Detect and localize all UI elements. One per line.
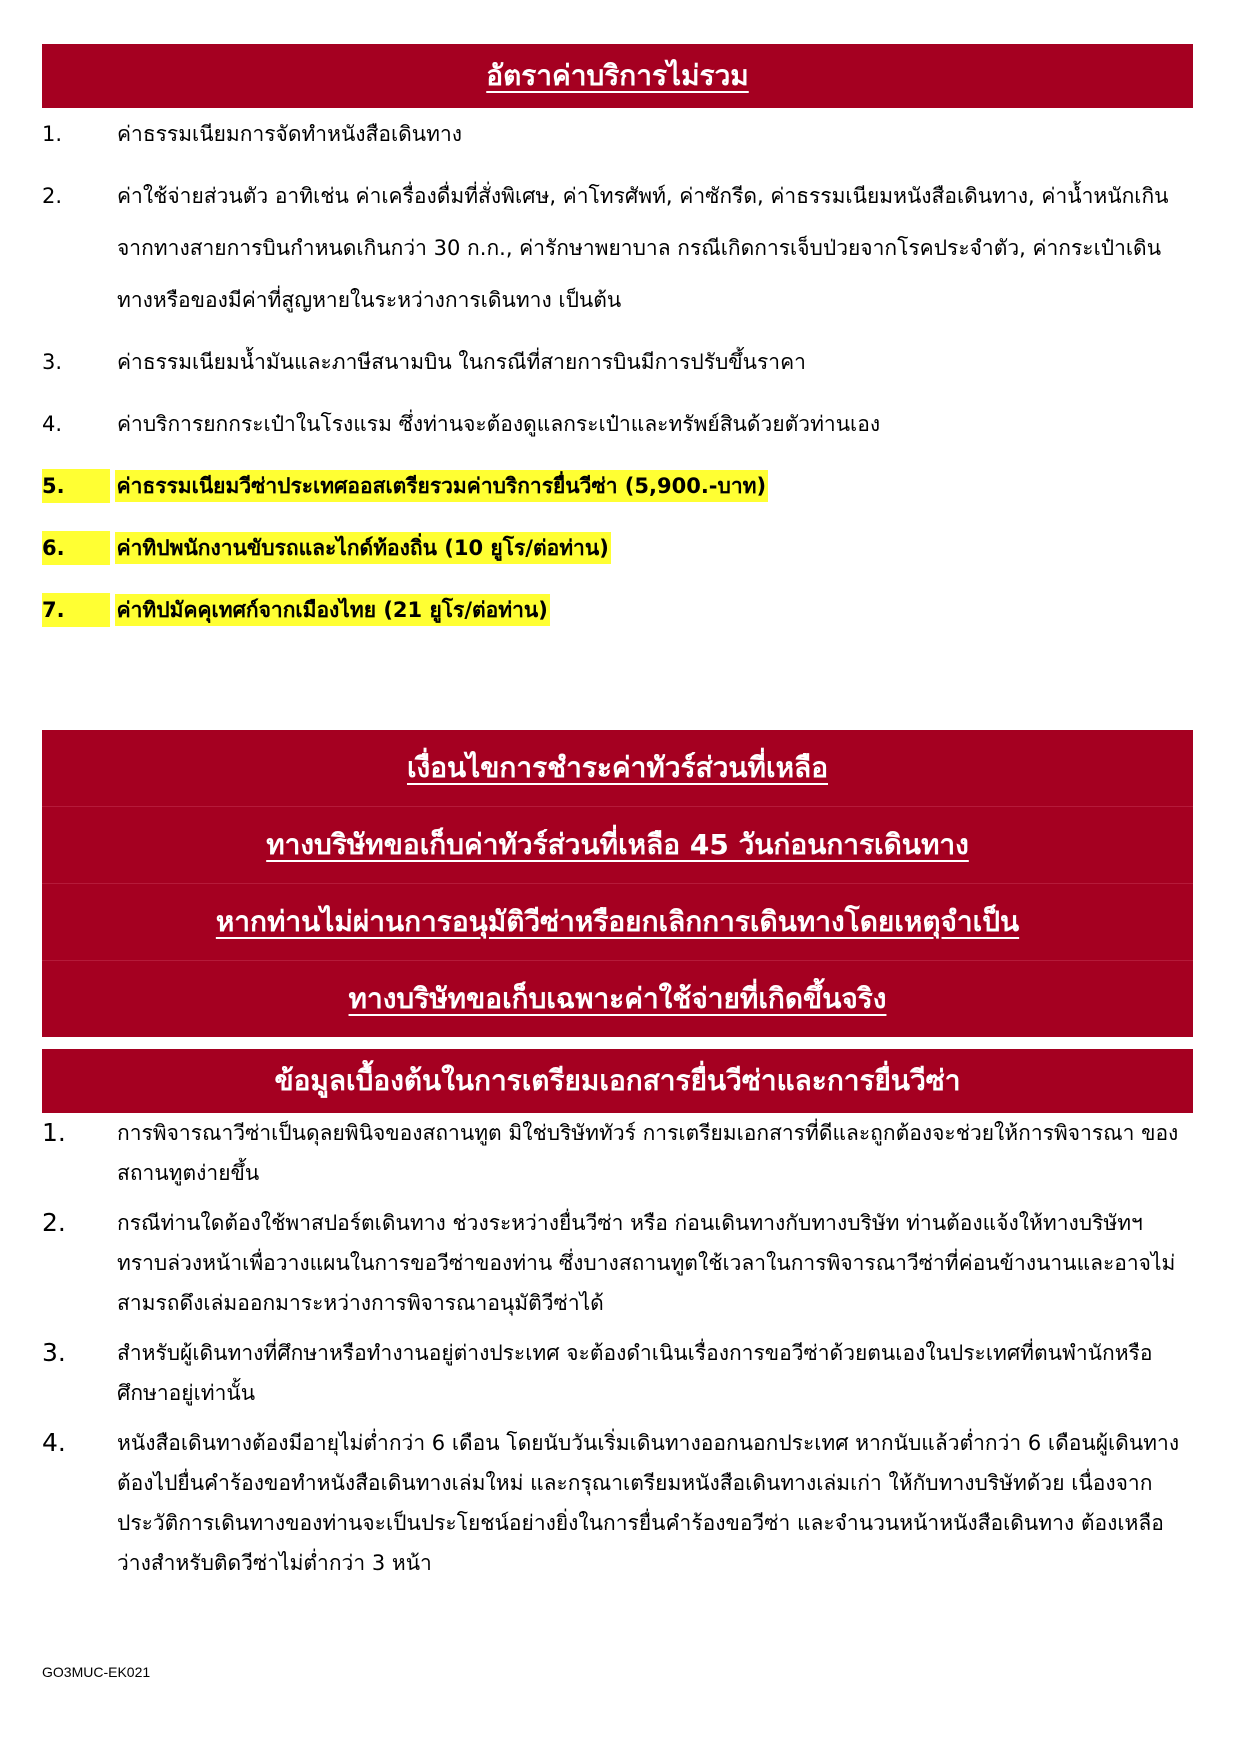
payment-conditions-title: เงื่อนไขการชำระค่าทัวร์ส่วนที่เหลือ xyxy=(406,751,829,784)
excluded-services-list xyxy=(42,108,1193,636)
payment-conditions-banner xyxy=(42,730,1193,1037)
list-item: 2. กรณีท่านใดต้องใช้พาสปอร์ตเดินทาง ช่วงระหว่างยื่นวีซ่า หรือ ก่อนเดินทางกับทางบริษัท ท่านต้องแจ้งให้ทางบริษัทฯ ทราบล่วงหน้าเพื่อวางแผนในการขอวีซ่าของท่าน ซึ่งบางสถานทูตใช้เวลาในการพิจารณาวีซ่าที่ค่อนข้างนานและอาจไม่สามรถดึงเล่มออกมาระหว่างการพิจารณาอนุมัติวีซ่าได้ xyxy=(42,1208,1176,1315)
highlighted-list-item: 7. ค่าทิปมัคคุเทศก์จากเมืองไทย (21 ยูโร/ต่อท่าน) xyxy=(42,584,1193,636)
visa-rejection-text: หากท่านไม่ผ่านการอนุมัติวีซ่าหรือยกเลิกการเดินทางโดยเหตุจำเป็น xyxy=(215,905,1020,938)
visa-info-list xyxy=(42,1113,1193,1583)
document-page xyxy=(42,44,1193,1593)
visa-info-title: ข้อมูลเบื้องต้นในการเตรียมเอกสารยื่นวีซ่าและการยื่นวีซ่า xyxy=(274,1064,961,1097)
list-item: 1. การพิจารณาวีซ่าเป็นดุลยพินิจของสถานทูต มิใช่บริษัททัวร์ การเตรียมเอกสารที่ดีและถูกต้องจะช่วยให้การพิจารณา ของสถานทูตง่ายขึ้น xyxy=(42,1118,1179,1185)
visa-info-banner xyxy=(42,1049,1193,1113)
list-item: 2. ค่าใช้จ่ายส่วนตัว อาทิเช่น ค่าเครื่องดื่มที่สั่งพิเศษ, ค่าโทรศัพท์, ค่าซักรีด, ค่าธรรมเนียมหนังสือเดินทาง, ค่าน้ำหนักเกินจากทางสายการบินกำหนดเกินกว่า 30 ก.ก., ค่ารักษาพยาบาล กรณีเกิดการเจ็บป่วยจากโรคประจำตัว, ค่ากระเป๋าเดินทางหรือของมีค่าที่สูญหายในระหว่างการเดินทาง เป็นต้น xyxy=(42,184,1169,312)
list-item: 3. ค่าธรรมเนียมน้ำมันและภาษีสนามบิน ในกรณีที่สายการบินมีการปรับขึ้นราคา xyxy=(42,350,806,374)
actual-costs-text: ทางบริษัทขอเก็บเฉพาะค่าใช้จ่ายที่เกิดขึ้นจริง xyxy=(348,982,887,1015)
list-item: 4. ค่าบริการยกกระเป๋าในโรงแรม ซึ่งท่านจะต้องดูแลกระเป๋าและทรัพย์สินด้วยตัวท่านเอง xyxy=(42,412,881,436)
excluded-services-title: อัตราค่าบริการไม่รวม xyxy=(486,59,749,92)
payment-deadline-text: ทางบริษัทขอเก็บค่าทัวร์ส่วนที่เหลือ 45 วันก่อนการเดินทาง xyxy=(266,828,969,861)
highlighted-list-item: 6. ค่าทิปพนักงานขับรถและไกด์ท้องถิ่น (10 ยูโร/ต่อท่าน) xyxy=(42,522,1193,574)
document-code: GO3MUC-EK021 xyxy=(42,1664,151,1680)
list-item: 3. สำหรับผู้เดินทางที่ศึกษาหรือทำงานอยู่ต่างประเทศ จะต้องดำเนินเรื่องการขอวีซ่าด้วยตนเองในประเทศที่ตนพำนักหรือศึกษาอยู่เท่านั้น xyxy=(42,1338,1153,1405)
list-item: 4. หนังสือเดินทางต้องมีอายุไม่ต่ำกว่า 6 เดือน โดยนับวันเริ่มเดินทางออกนอกประเทศ หากนับแล้วต่ำกว่า 6 เดือนผู้เดินทางต้องไปยื่นคำร้องขอทำหนังสือเดินทางเล่มใหม่ และกรุณาเตรียมหนังสือเดินทางเล่มเก่า ให้กับทางบริษัทด้วย เนื่องจากประวัติการเดินทางของท่านจะเป็นประโยชน์อย่างยิ่งในการยื่นคำร้องขอวีซ่า และจำนวนหน้าหนังสือเดินทาง ต้องเหลือว่างสำหรับติดวีซ่าไม่ต่ำกว่า 3 หน้า xyxy=(42,1428,1180,1575)
highlighted-list-item: 5. ค่าธรรมเนียมวีซ่าประเทศออสเตรียรวมค่าบริการยื่นวีซ่า (5,900.-บาท) xyxy=(42,460,1193,512)
excluded-services-banner xyxy=(42,44,1193,108)
list-item: 1. ค่าธรรมเนียมการจัดทำหนังสือเดินทาง xyxy=(42,122,463,146)
